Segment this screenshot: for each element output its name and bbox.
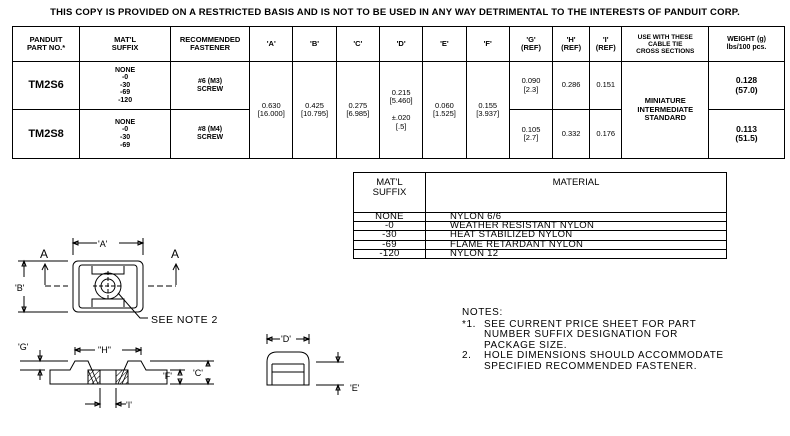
header-use-with: USE WITH THESE CABLE TIE CROSS SECTIONS xyxy=(622,27,709,62)
dim-f-value: 0.155 [3.937] xyxy=(466,62,509,159)
material-name: FLAME RETARDANT NYLON xyxy=(426,240,727,249)
part-number: TM2S6 xyxy=(13,62,80,110)
note-line: SPECIFIED RECOMMENDED FASTENER. xyxy=(484,360,698,372)
use-with-value: MINIATURE INTERMEDIATE STANDARD xyxy=(622,62,709,159)
dim-g-value: 0.090 [2.3] xyxy=(509,62,552,110)
dim-i-label: 'I' xyxy=(126,400,132,410)
header-f: 'F' xyxy=(466,27,509,62)
header-weight: WEIGHT (g) lbs/100 pcs. xyxy=(709,27,785,62)
fastener: #6 (M3) SCREW xyxy=(171,62,250,110)
header-b: 'B' xyxy=(293,27,336,62)
header-g: 'G' (REF) xyxy=(509,27,552,62)
header-e: 'E' xyxy=(423,27,466,62)
header-c: 'C' xyxy=(336,27,379,62)
note-item-1 xyxy=(462,320,724,352)
note-line: HOLE DIMENSIONS SHOULD ACCOMMODATE xyxy=(484,350,724,361)
material-header-material: MATERIAL xyxy=(426,173,727,213)
dim-b-value: 0.425 [10.795] xyxy=(293,62,336,159)
fastener: #8 (M4) SCREW xyxy=(171,110,250,159)
material-name: NYLON 6/6 xyxy=(426,213,727,222)
suffix-list: NONE -0 -30 -69 -120 xyxy=(80,62,171,110)
dim-b-label: 'B' xyxy=(15,283,25,293)
material-suffix: -120 xyxy=(354,249,426,258)
dim-i-value: 0.151 xyxy=(589,62,621,110)
header-h: 'H' (REF) xyxy=(553,27,590,62)
weight-value: 0.113 (51.5) xyxy=(709,110,785,159)
material-name: WEATHER RESISTANT NYLON xyxy=(426,222,727,231)
note-number: 2. xyxy=(462,350,472,361)
material-name: NYLON 12 xyxy=(426,249,727,258)
material-name: HEAT STABILIZED NYLON xyxy=(426,231,727,240)
header-d: 'D' xyxy=(379,27,422,62)
dim-g-label: 'G' xyxy=(18,342,29,352)
suffix-list: NONE -0 -30 -69 xyxy=(80,110,171,159)
dim-c-value: 0.275 [6.985] xyxy=(336,62,379,159)
dim-a-label: 'A' xyxy=(98,239,108,249)
dim-e-value: 0.060 [1.525] xyxy=(423,62,466,159)
dim-d-value: 0.215 [5.460] ±.020 [.5] xyxy=(379,62,422,159)
section-label-a-left: A xyxy=(40,247,49,261)
header-part: PANDUIT PART NO.* xyxy=(13,27,80,62)
dim-d-label: 'D' xyxy=(281,334,291,344)
end-view xyxy=(267,334,344,395)
header-fastener: RECOMMENDED FASTENER xyxy=(171,27,250,62)
note-line: PACKAGE SIZE. xyxy=(484,339,568,351)
dim-f-label: 'F' xyxy=(163,371,172,381)
section-view xyxy=(20,347,214,408)
note-line: SEE CURRENT PRICE SHEET FOR PART xyxy=(484,318,697,330)
dim-i-value: 0.176 xyxy=(589,110,621,159)
header-a: 'A' xyxy=(250,27,293,62)
section-label-a-right: A xyxy=(171,247,180,261)
note-line: NUMBER SUFFIX DESIGNATION FOR xyxy=(484,329,678,340)
material-suffix: -69 xyxy=(354,240,426,249)
dim-e-label: 'E' xyxy=(350,383,360,393)
dim-h-value: 0.332 xyxy=(553,110,590,159)
notes-heading: NOTES: xyxy=(462,307,503,318)
dim-g-value: 0.105 [2.7] xyxy=(509,110,552,159)
restricted-notice: THIS COPY IS PROVIDED ON A RESTRICTED BASIS AND IS NOT TO BE USED IN ANY WAY DETRIMENTAL TO THE INTERESTS OF PANDUIT CORP. xyxy=(50,7,740,18)
header-i: 'I' (REF) xyxy=(589,27,621,62)
weight-value: 0.128 (57.0) xyxy=(709,62,785,110)
dim-a-value: 0.630 [16.000] xyxy=(250,62,293,159)
material-suffix: -30 xyxy=(354,231,426,240)
notes-block xyxy=(462,308,724,372)
dim-h-label: "H" xyxy=(98,345,111,355)
dim-c-label: 'C' xyxy=(193,368,203,378)
header-suffix: MAT'L SUFFIX xyxy=(80,27,171,62)
material-suffix: NONE xyxy=(354,213,426,222)
note-number: *1. xyxy=(462,318,477,330)
dim-h-value: 0.286 xyxy=(553,62,590,110)
material-header-suffix: MAT'L SUFFIX xyxy=(354,173,426,213)
note-item-2 xyxy=(462,351,724,372)
part-number: TM2S8 xyxy=(13,110,80,159)
see-note-label: SEE NOTE 2 xyxy=(151,314,218,326)
material-suffix: -0 xyxy=(354,222,426,231)
